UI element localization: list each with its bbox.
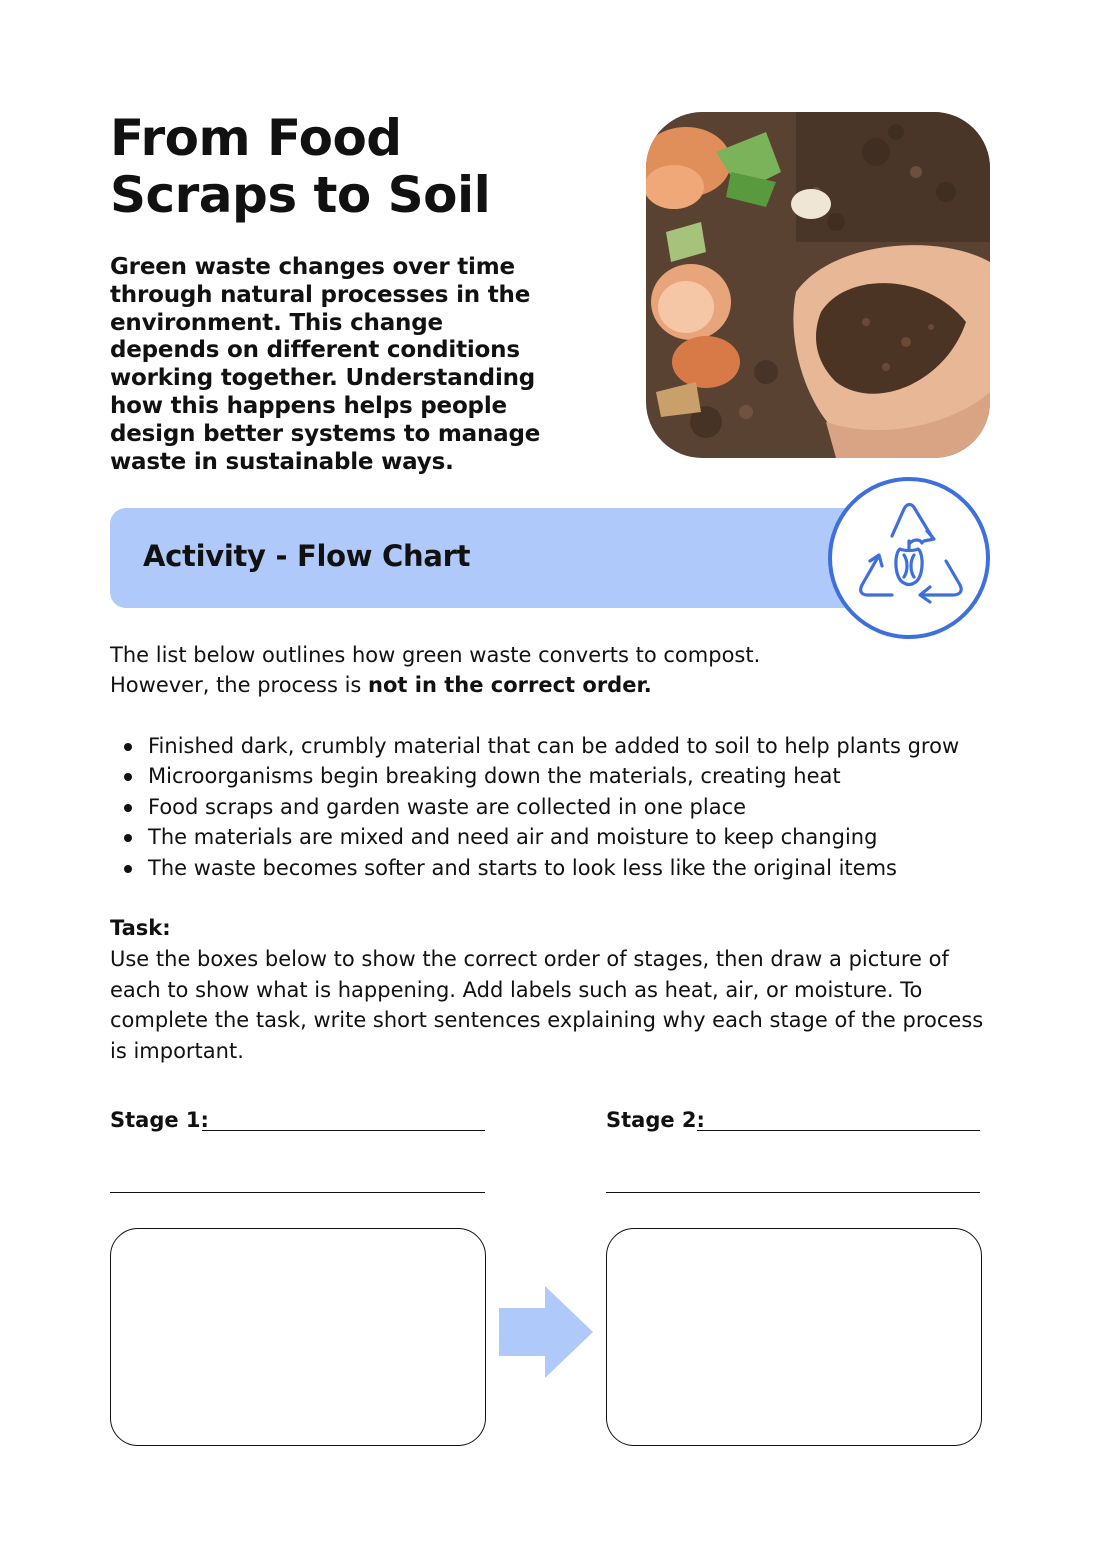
- instructions-line-1: The list below outlines how green waste converts to compost.: [110, 643, 761, 667]
- stage-2-title-line[interactable]: [697, 1130, 980, 1131]
- intro-paragraph: Green waste changes over time through natural processes in the environment. This change depends on different conditions working together. Understanding how this happens helps people design better systems to manage waste in sustainable ways.: [110, 254, 541, 475]
- list-item: Finished dark, crumbly material that can be added to soil to help plants grow: [110, 731, 1030, 761]
- list-item: Microorganisms begin breaking down the materials, creating heat: [110, 761, 1030, 791]
- stage-2-drawing-box[interactable]: [606, 1228, 982, 1446]
- stage-1-drawing-box[interactable]: [110, 1228, 486, 1446]
- compost-in-hands-image: [646, 112, 990, 458]
- task-label: Task:: [110, 916, 171, 940]
- activity-title: Activity - Flow Chart: [143, 539, 471, 573]
- list-item: The waste becomes softer and starts to look less like the original items: [110, 853, 1030, 883]
- instructions-line-2-emphasis: not in the correct order.: [368, 673, 652, 697]
- instructions-paragraph: [110, 640, 1010, 700]
- list-item: Food scraps and garden waste are collected in one place: [110, 792, 1030, 822]
- stage-2-label: Stage 2:: [606, 1108, 705, 1132]
- compost-photo: [646, 112, 990, 458]
- stage-1-title-line[interactable]: [202, 1130, 485, 1131]
- task-text: Use the boxes below to show the correct order of stages, then draw a picture of each to show what is happening. Add labels such as heat, air, or moisture. To complete the task, write short sentences explaining why each stage of the process is important.: [110, 947, 984, 1063]
- stage-1-writing-line[interactable]: [110, 1192, 485, 1193]
- stages-list: [110, 731, 1030, 883]
- instructions-line-2-prefix: However, the process is: [110, 673, 369, 697]
- stage-1-label: Stage 1:: [110, 1108, 209, 1132]
- recycle-apple-core-icon: [832, 481, 986, 635]
- recycle-badge: [828, 477, 990, 639]
- stage-2-writing-line[interactable]: [606, 1192, 980, 1193]
- list-item: The materials are mixed and need air and moisture to keep changing: [110, 822, 1030, 852]
- arrow-right-icon: [499, 1286, 593, 1378]
- page-title: From Food Scraps to Soil: [110, 109, 491, 224]
- instructions-line-2: [110, 670, 1010, 700]
